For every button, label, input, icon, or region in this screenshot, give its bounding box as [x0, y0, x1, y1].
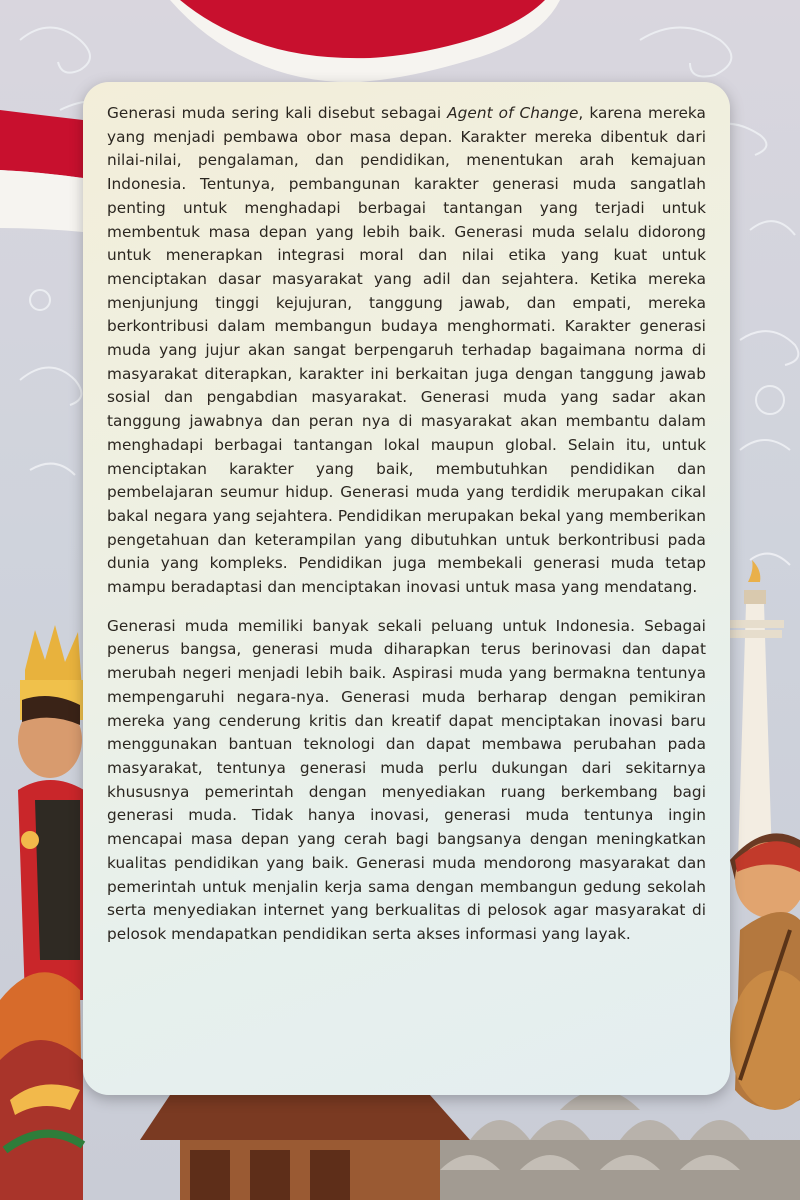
article-paragraph-1: [107, 102, 706, 600]
traditional-house: [140, 1095, 470, 1200]
article-paragraph-2: Generasi muda memiliki banyak sekali peluang untuk Indonesia. Sebagai penerus bangsa, generasi muda diharapkan terus berinovasi dan dapat merubah negeri menjadi lebih baik. Aspirasi muda yang bermakna tentunya mempengaruhi negara-nya. Generasi muda berharap dengan pemikiran mereka yang cenderung kritis dan kreatif dapat menciptakan inovasi baru menggunakan bantuan teknologi dan dapat membawa perubahan pada masyarakat, tentunya generasi muda perlu dukungan dari sekitarnya khususnya pemerintah dengan menyediakan ruang berkembang bagi generasi muda. Tidak hanya inovasi, generasi muda tentunya ingin mencapai masa depan yang cerah bagi bangsanya dengan meningkatkan kualitas pendidikan yang baik. Generasi muda mendorong masyarakat dan pemerintah untuk menjalin kerja sama dengan membangun gedung sekolah serta menyediakan internet yang berkualitas di pelosok agar masyarakat di pelosok mendapatkan pendidikan serta akses informasi yang layak.: [107, 616, 706, 943]
article-card: [83, 82, 730, 1095]
paragraph-1-intro: Generasi muda sering kali disebut sebagai: [107, 104, 448, 122]
paragraph-1-body: , karena mereka yang menjadi pembawa obor masa depan. Karakter mereka dibentuk dari nilai-nilai, pengalaman, dan pendidikan, menentukan arah kemajuan Indonesia. Tentunya, pembangunan karakter generasi muda sangatlah penting untuk menghadapi berbagai tantangan yang terjadi untuk membentuk masa depan yang lebih baik. Generasi muda selalu didorong untuk menerapkan integrasi moral dan nilai etika yang kuat untuk menciptakan dasar masyarakat yang adil dan sejahtera. Ketika mereka menjunjung tinggi kejujuran, tanggung jawab, dan empati, mereka berkontribusi dalam membangun budaya menghormati. Karakter generasi muda yang jujur akan sangat berpengaruh terhadap bagaimana norma di masyarakat diterapkan, karakter ini berkaitan juga dengan tanggung jawab sosial dan pengabdian masyarakat. Generasi muda yang sadar akan tanggung jawabnya dan peran nya di masyarakat akan membantu dalam menghadapi berbagai tantangan lokal maupun global. Selain itu, untuk menciptakan karakter yang baik, membutuhkan pendidikan dan pembelajaran seumur hidup. Generasi muda yang terdidik merupakan cikal bakal negara yang sejahtera. Pendidikan merupakan bekal yang memberikan pengetahuan dan keterampilan yang dibutuhkan untuk berkontribusi pada dunia yang kompleks. Pendidikan juga membekali generasi muda tetap mampu beradaptasi dan menciptakan inovasi untuk masa yang mendatang.: [107, 104, 706, 597]
agent-of-change-phrase: Agent of Change: [447, 104, 579, 122]
legong-dancer: [18, 625, 84, 1000]
musician-with-instrument: [730, 833, 800, 1110]
monas-monument: [728, 560, 784, 860]
barong-dragon: [0, 972, 83, 1200]
